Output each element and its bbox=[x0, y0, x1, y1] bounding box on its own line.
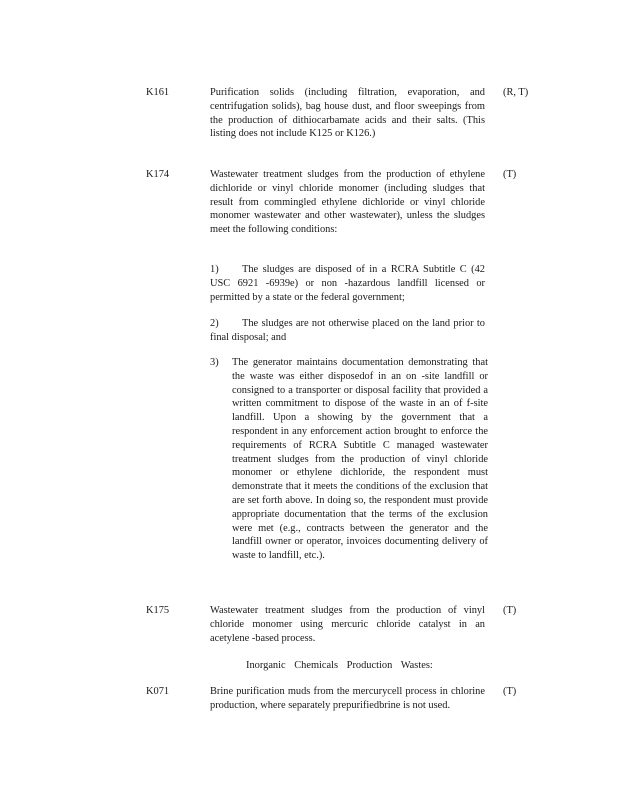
waste-code: K071 bbox=[146, 686, 170, 697]
condition-text: The sludges are disposed of in a RCRA Subtitle C (42 USC 6921 -6939e) or non -hazardous landfill licensed or permitted by a state or the federal government; bbox=[210, 264, 485, 303]
condition-number: 1) bbox=[210, 264, 219, 275]
condition-text: The generator maintains documentation demonstrating that the waste was either disposedof in an on -site landfill or consigned to a transporter or disposal facility that provided a written commitment to dispose of the waste in an of f-site landfill. Upon a showing by the government that a respondent in any enforcement action brought to enforce the requirements of RCRA Subtitle C managed wastewater treatment sludges from the production of vinyl chloride monomer or ethylene dichloride, the respondent must demonstrate that it meets the conditions of the exclusion that are set forth above. In doing so, the respondent must provide appropriate documentation that the terms of the exclusion were met (e.g., contracts between the generator and the landfill owner or operator, invoices documenting delivery of waste to landfill, etc.). bbox=[232, 357, 488, 562]
waste-description: Wastewater treatment sludges from the production of ethylene dichloride or vinyl chloride monomer (including sludges that result from commingled ethylene dichloride or vinyl chloride monomer wastewater and other wastewater), unless the sludges meet the following conditions: bbox=[210, 169, 485, 236]
waste-code: K174 bbox=[146, 169, 170, 180]
waste-description: Brine purification muds from the mercurycell process in chlorine production, where separately prepurifiedbrine is not used. bbox=[210, 686, 485, 711]
condition-2 bbox=[210, 317, 485, 345]
condition-number: 3) bbox=[210, 357, 219, 368]
hazard-code: (T) bbox=[503, 169, 517, 180]
waste-description: Wastewater treatment sludges from the production of vinyl chloride monomer using mercuric chloride catalyst in an acetylene -based process. bbox=[210, 605, 485, 644]
hazard-code: (R, T) bbox=[503, 87, 529, 98]
section-heading: Inorganic Chemicals Production Wastes: bbox=[246, 660, 433, 671]
hazard-code: (T) bbox=[503, 605, 517, 616]
waste-code: K161 bbox=[146, 87, 170, 98]
condition-text: The sludges are not otherwise placed on the land prior to final disposal; and bbox=[210, 318, 485, 343]
waste-description: Purification solids (including filtration, evaporation, and centrifugation solids), bag house dust, and floor sweepings from the production of dithiocarbamate acids and their salts. (This listing does not include K125 or K126.) bbox=[210, 87, 485, 140]
hazard-code: (T) bbox=[503, 686, 517, 697]
condition-number: 2) bbox=[210, 318, 219, 329]
condition-1 bbox=[210, 263, 485, 304]
waste-code: K175 bbox=[146, 605, 170, 616]
